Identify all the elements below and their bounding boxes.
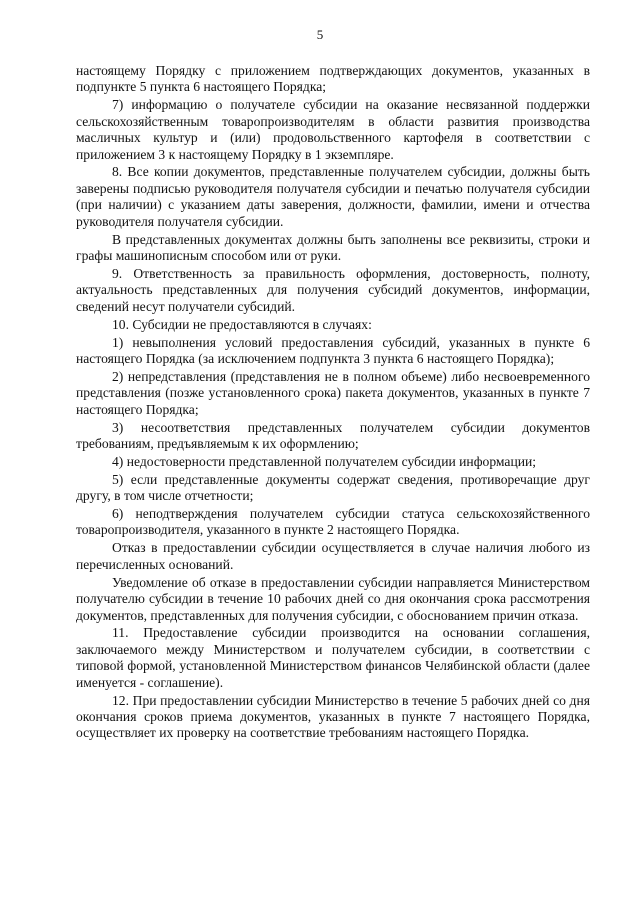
paragraph-clause-12: 12. При предоставлении субсидии Министерство в течение 5 рабочих дней со дня окончания сроков приема документов, указанных в пункте 7 настоящего Порядка, осуществляет их проверку на соответствие требованиям настоящего Порядка. [76, 692, 590, 741]
paragraph-refusal-item-3: 3) несоответствия представленных получателем субсидии документов требованиям, предъявляемым к их оформлению; [76, 419, 590, 451]
paragraph-refusal-item-1: 1) невыполнения условий предоставления субсидий, указанных в пункте 6 настоящего Порядка (за исключением подпункта 3 пункта 6 настоящего Порядка); [76, 334, 590, 366]
paragraph-refusal-item-5: 5) если представленные документы содержат сведения, противоречащие друг другу, в том числе отчетности; [76, 471, 590, 504]
paragraph-clause-9: 9. Ответственность за правильность оформления, достоверность, полноту, актуальность представленных для получения субсидий документов, информации, сведений несут получатели субсидий. [76, 265, 590, 314]
paragraph-clause-8: 8. Все копии документов, представленные получателем субсидии, должны быть заверены подписью руководителя получателя субсидии и печатью получателя субсидии (при наличии) с указанием даты заверения, должности, фамилии, имени и отчества руководителя получателя субсидии. [76, 164, 590, 229]
document-body [76, 63, 590, 743]
paragraph-refusal-notice: Уведомление об отказе в предоставлении субсидии направляется Министерством получателю субсидии в течение 10 рабочих дней со дня окончания срока рассмотрения документов, представленных для получения субсидии, с обоснованием причин отказа. [76, 574, 590, 623]
paragraph-refusal-item-6: 6) неподтверждения получателем субсидии статуса сельскохозяйственного товаропроизводителя, указанного в пункте 2 настоящего Порядка. [76, 506, 590, 538]
paragraph-requisites: В представленных документах должны быть заполнены все реквизиты, строки и графы машинописным способом или от руки. [76, 231, 590, 263]
paragraph-item-7: 7) информацию о получателе субсидии на оказание несвязанной поддержки сельскохозяйственным товаропроизводителям в области развития производства масличных культур и (или) продовольственного картофеля в соответствии с приложением 3 к настоящему Порядку в 1 экземпляре. [76, 97, 590, 162]
paragraph-continuation: настоящему Порядку с приложением подтверждающих документов, указанных в подпункте 5 пункта 6 настоящего Порядка; [76, 63, 590, 95]
paragraph-refusal-item-2: 2) непредставления (представления не в полном объеме) либо несвоевременного представления (позже установленного срока) пакета документов, указанных в пункте 7 настоящего Порядка; [76, 368, 590, 417]
paragraph-refusal-item-4: 4) недостоверности представленной получателем субсидии информации; [112, 453, 537, 469]
paragraph-clause-11: 11. Предоставление субсидии производится на основании соглашения, заключаемого между Министерством и получателем субсидии, в соответствии с типовой формой, установленной Министерством финансов Челябинской области (далее именуется - соглашение). [76, 625, 590, 690]
page-number: 5 [316, 27, 324, 42]
paragraph-refusal-grounds: Отказ в предоставлении субсидии осуществляется в случае наличия любого из перечисленных оснований. [76, 540, 590, 572]
paragraph-clause-10: 10. Субсидии не предоставляются в случаях: [112, 316, 372, 332]
